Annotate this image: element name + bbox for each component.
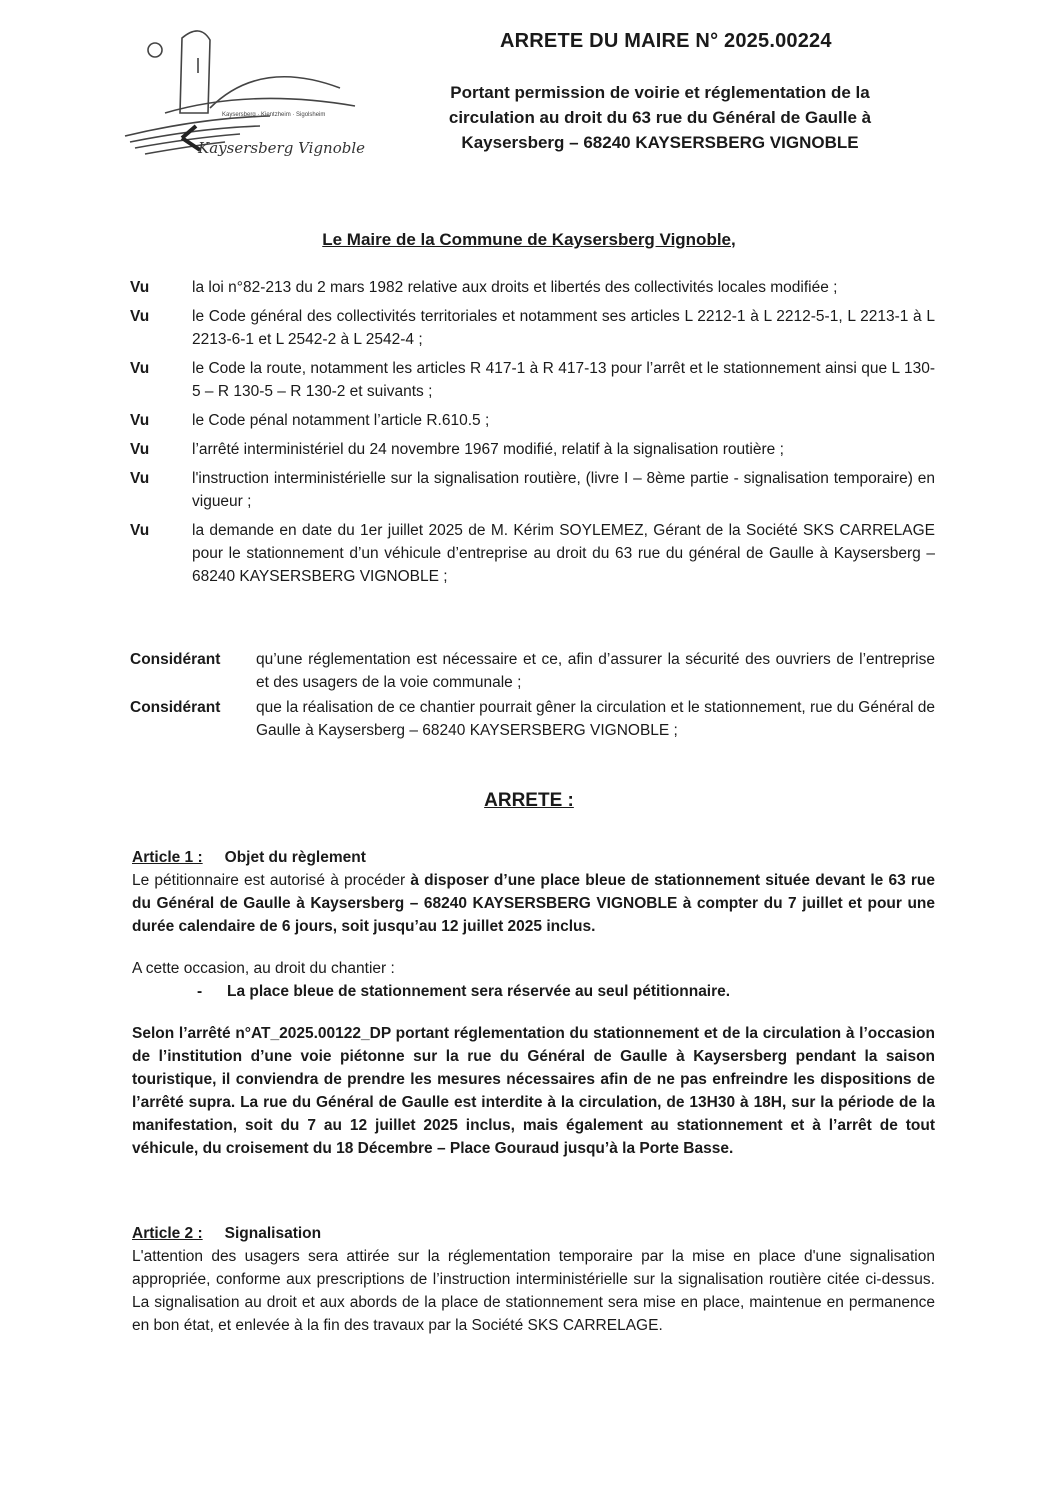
bullet-dash: - bbox=[197, 983, 203, 1000]
article-1-body bbox=[132, 869, 935, 938]
subtitle-line: circulation au droit du 63 rue du Général de Gaulle à bbox=[448, 108, 872, 127]
vu-key: Vu bbox=[130, 412, 150, 429]
vu-item bbox=[130, 357, 935, 403]
article-2-heading bbox=[132, 1222, 935, 1245]
vu-text: le Code la route, notamment les articles R 417-1 à R 417-13 pour l’arrêt et le stationnement ainsi que L 130-5 – R 130-5 – R 130-2 et suivants ; bbox=[192, 360, 935, 400]
bullet-text: La place bleue de stationnement sera réservée au seul pétitionnaire. bbox=[227, 983, 731, 1000]
considerant-item bbox=[130, 648, 935, 694]
article-1-intro-bold: à disposer d’une place bleue de stationnement située devant le 63 rue du Général de Gaulle à Kaysersberg – 68240 KAYSERSBERG VIGNOBLE à compter du 7 juillet et pour une durée calendaire de 6 jours, soit jusqu’au 12 juillet 2025 inclus. bbox=[132, 872, 935, 935]
article-1-selon: Selon l’arrêté n°AT_2025.00122_DP portant réglementation du stationnement et de la circulation à l’occasion de l’institution d’une voie piétonne sur la rue du Général de Gaulle à Kaysersberg pendant la saison touristique, il conviendra de prendre les mesures nécessaires afin de ne pas enfreindre les dispositions de l’arrêté supra. La rue du Général de Gaulle est interdite à la circulation, de 13H30 à 18H, sur la période de la manifestation, soit du 7 au 12 juillet 2025 inclus, mais également au stationnement et à l’arrêt de tout véhicule, du croisement du 18 Décembre – Place Gouraud jusqu’à la Porte Basse. bbox=[132, 1025, 935, 1157]
decree-title: ARRETE DU MAIRE N° 2025.00224 bbox=[500, 30, 832, 52]
decree-subtitle bbox=[410, 80, 910, 155]
maire-heading: Le Maire de la Commune de Kaysersberg Vignoble, bbox=[322, 230, 736, 249]
svg-text:Kaysersberg · Kientzheim · Sig: Kaysersberg · Kientzheim · Sigolsheim bbox=[222, 112, 326, 118]
kaysersberg-vignoble-logo bbox=[110, 18, 370, 168]
vu-text: le Code général des collectivités territoriales et notamment ses articles L 2212-1 à L 2212-5-1, L 2213-1 à L 2213-6-1 et L 2542-2 à L 2542-4 ; bbox=[192, 308, 935, 348]
subtitle-line: Kaysersberg – 68240 KAYSERSBERG VIGNOBLE bbox=[461, 133, 859, 152]
article-2-number: Article 2 : bbox=[132, 1225, 203, 1242]
svg-text:Kaysersberg Vignoble: Kaysersberg Vignoble bbox=[198, 139, 366, 157]
vu-key: Vu bbox=[130, 470, 150, 487]
article-1-number: Article 1 : bbox=[132, 849, 203, 866]
vu-item bbox=[130, 305, 935, 351]
article-1-intro: Le pétitionnaire est autorisé à procéder bbox=[132, 872, 411, 889]
article-1-occasion: A cette occasion, au droit du chantier : bbox=[132, 960, 395, 977]
article-2 bbox=[132, 1222, 935, 1337]
vu-item bbox=[130, 276, 935, 299]
vu-text: la loi n°82-213 du 2 mars 1982 relative aux droits et libertés des collectivités locales modifiée ; bbox=[192, 279, 838, 296]
vu-key: Vu bbox=[130, 441, 150, 458]
vu-item bbox=[130, 519, 935, 588]
vu-item bbox=[130, 467, 935, 513]
sun-icon bbox=[148, 43, 162, 57]
subtitle-line: Portant permission de voirie et réglementation de la bbox=[450, 83, 870, 102]
vu-key: Vu bbox=[130, 279, 150, 296]
considerant-list bbox=[130, 648, 935, 744]
considerant-key: Considérant bbox=[130, 699, 221, 716]
considerant-item bbox=[130, 696, 935, 742]
arrete-heading: ARRETE : bbox=[484, 790, 574, 811]
vu-key: Vu bbox=[130, 522, 150, 539]
article-2-body: L'attention des usagers sera attirée sur la réglementation temporaire par la mise en place d'une signalisation appropriée, conforme aux prescriptions de l’instruction interministérielle sur la signalisation routière citée ci-dessus. La signalisation au droit et aux abords de la place de stationnement sera mise en place, maintenue en permanence en bon état, et enlevée à la fin des travaux par la Société SKS CARRELAGE. bbox=[132, 1248, 935, 1334]
vu-text: l'instruction interministérielle sur la signalisation routière, (livre I – 8ème partie - signalisation temporaire) en vigueur ; bbox=[192, 470, 935, 510]
considerant-text: qu’une réglementation est nécessaire et ce, afin d’assurer la sécurité des ouvriers de l’entreprise et des usagers de la voie communale ; bbox=[256, 651, 935, 691]
vu-list bbox=[130, 276, 935, 594]
vu-item bbox=[130, 438, 935, 461]
vu-key: Vu bbox=[130, 308, 150, 325]
vu-text: la demande en date du 1er juillet 2025 de M. Kérim SOYLEMEZ, Gérant de la Société SKS CARRELAGE pour le stationnement d’un véhicule d’entreprise au droit du 63 rue du général de Gaulle à Kaysersberg – 68240 KAYSERSBERG VIGNOBLE ; bbox=[192, 522, 935, 585]
considerant-key: Considérant bbox=[130, 651, 221, 668]
considerant-text: que la réalisation de ce chantier pourrait gêner la circulation et le stationnement, rue du Général de Gaulle à Kaysersberg – 68240 KAYSERSBERG VIGNOBLE ; bbox=[256, 699, 935, 739]
article-2-title: Signalisation bbox=[224, 1225, 322, 1242]
vu-text: le Code pénal notamment l’article R.610.5 ; bbox=[192, 412, 490, 429]
article-1-title: Objet du règlement bbox=[224, 849, 366, 866]
article-1-heading bbox=[132, 846, 935, 869]
vu-key: Vu bbox=[130, 360, 150, 377]
vu-text: l’arrêté interministériel du 24 novembre 1967 modifié, relatif à la signalisation routière ; bbox=[192, 441, 784, 458]
article-1 bbox=[132, 846, 935, 1160]
vu-item bbox=[130, 409, 935, 432]
article-1-bullet bbox=[132, 980, 935, 1003]
